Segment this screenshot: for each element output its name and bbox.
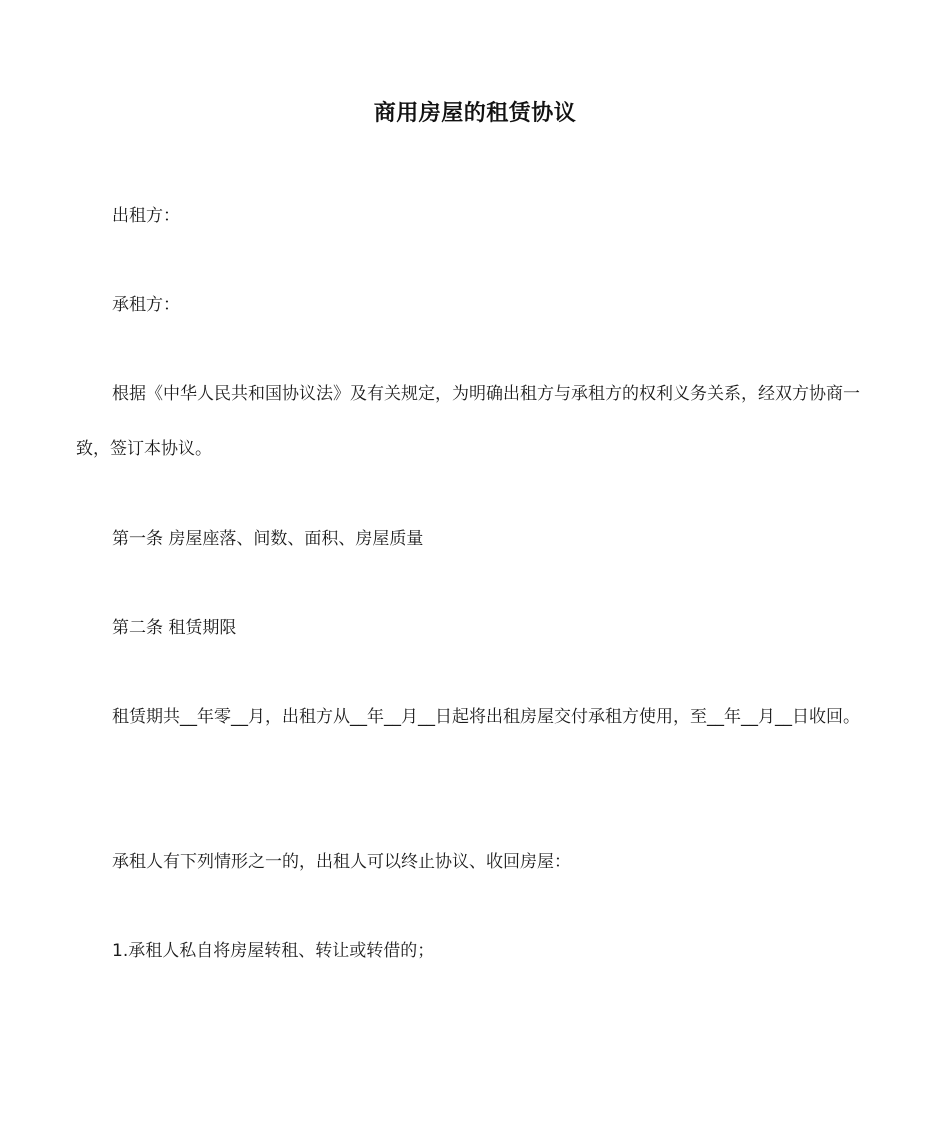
article-one-heading: 第一条 房屋座落、间数、面积、房屋质量 — [112, 529, 424, 549]
termination-condition-item-1: 1.承租人私自将房屋转租、转让或转借的； — [112, 941, 435, 961]
preamble-paragraph: 根据《中华人民共和国协议法》及有关规定，为明确出租方与承租方的权利义务关系，经双方协商一致，签订本协议。 — [76, 384, 860, 459]
termination-conditions-paragraph: 承租人有下列情形之一的，出租人可以终止协议、收回房屋： — [112, 852, 571, 872]
lessee-label: 承租方： — [112, 295, 180, 315]
document-title: 商用房屋的租赁协议 — [373, 101, 577, 126]
article-two-heading: 第二条 租赁期限 — [112, 618, 237, 638]
lessor-label: 出租方： — [112, 206, 180, 226]
lease-term-paragraph: 租赁期共__年零__月，出租方从__年__月__日起将出租房屋交付承租方使用，至__年__月__日收回。 — [112, 707, 860, 727]
